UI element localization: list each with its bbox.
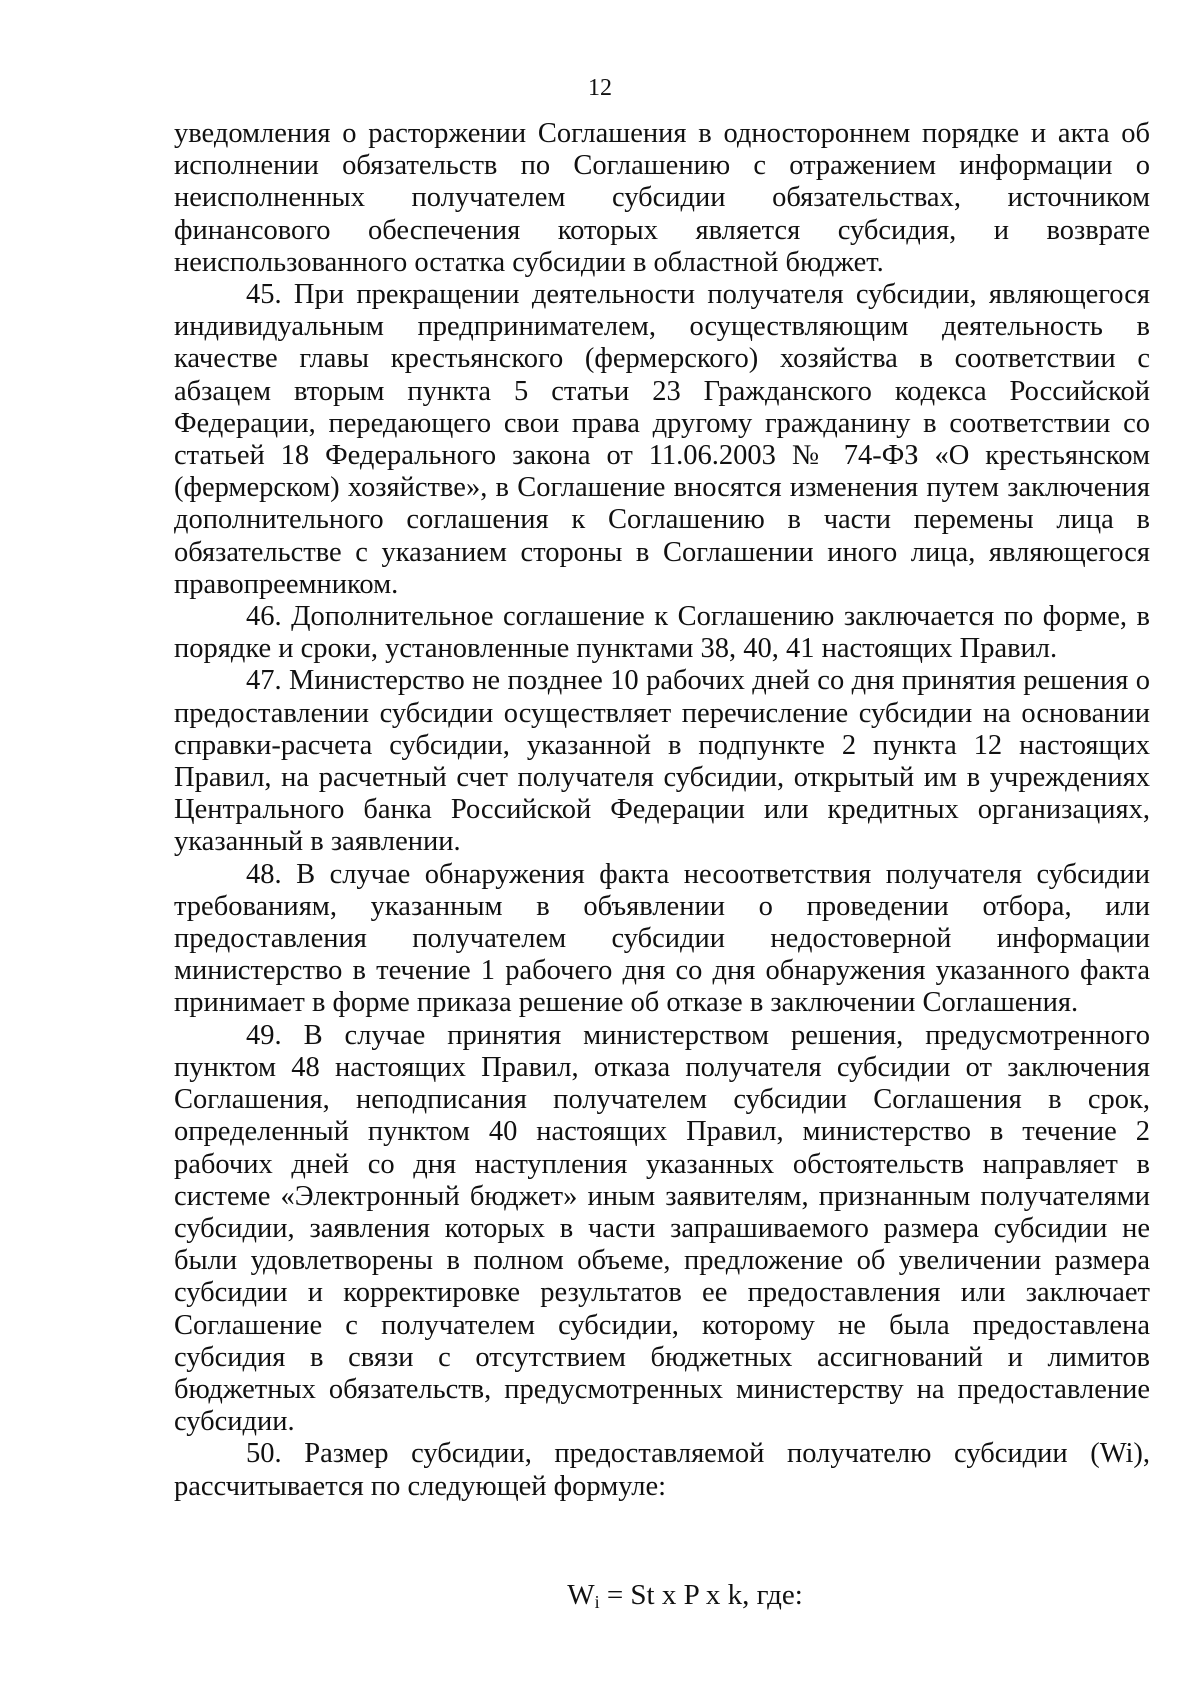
paragraph-49: 49. В случае принятия министерством решения, предусмотренного пунктом 48 настоящих Правил, отказа получателя субсидии от заключения Соглашения, неподписания получателем субсидии Соглашения в срок, определенный пунктом 40 настоящих Правил, министерство в течение 2 рабочих дней со дня наступления указанных обстоятельств направляет в системе «Электронный бюджет» иным заявителям, признанным получателями субсидии, заявления которых в части запрашиваемого размера субсидии не были удовлетворены в полном объеме, предложение об увеличении размера субсидии и корректировке результатов ее предоставления или заключает Соглашение с получателем субсидии, которому не была предоставлена субсидия в связи с отсутствием бюджетных ассигнований и лимитов бюджетных обязательств, предусмотренных министерству на предоставление субсидии. [174,1019,1150,1438]
paragraph-50: 50. Размер субсидии, предоставляемой получателю субсидии (Wi), рассчитывается по следующей формуле: [174,1438,1150,1502]
paragraph-48: 48. В случае обнаружения факта несоответствия получателя субсидии требованиям, указанным в объявлении о проведении отбора, или предоставления получателем субсидии недостоверной информации министерство в течение 1 рабочего дня со дня обнаружения указанного факта принимает в форме приказа решение об отказе в заключении Соглашения. [174,858,1150,1019]
paragraph-continuation: уведомления о расторжении Соглашения в одностороннем порядке и акта об исполнении обязательств по Соглашению с отражением информации о неисполненных получателем субсидии обязательствах, источником финансового обеспечения которых является субсидия, и возврате неиспользованного остатка субсидии в областной бюджет. [174,118,1150,278]
formula-subscript: i [594,1592,600,1612]
paragraph-47: 47. Министерство не позднее 10 рабочих дней со дня принятия решения о предоставлении субсидии осуществляет перечисление субсидии на основании справки-расчета субсидии, указанной в подпункте 2 пункта 12 настоящих Правил, на расчетный счет получателя субсидии, открытый им в учреждениях Центрального банка Российской Федерации или кредитных организациях, указанный в заявлении. [174,665,1150,858]
page-number: 12 [588,75,612,101]
subsidy-formula [0,1578,1200,1619]
paragraph-45: 45. При прекращении деятельности получателя субсидии, являющегося индивидуальным предпринимателем, осуществляющим деятельность в качестве главы крестьянского (фермерского) хозяйства в соответствии с абзацем вторым пункта 5 статьи 23 Гражданского кодекса Российской Федерации, передающего свои права другому гражданину в соответствии со статьей 18 Федерального закона от 11.06.2003 № 74-ФЗ «О крестьянском (фермерском) хозяйстве», в Соглашение вносятся изменения путем заключения дополнительного соглашения к Соглашению в части перемены лица в обязательстве с указанием стороны в Соглашении иного лица, являющегося правопреемником. [174,279,1150,600]
formula-expression: = St x P x k, где: [599,1579,803,1611]
document-body [174,118,1150,1503]
paragraph-46: 46. Дополнительное соглашение к Соглашению заключается по форме, в порядке и сроки, установленные пунктами 38, 40, 41 настоящих Правил. [174,601,1150,665]
formula-symbol: W [567,1579,595,1611]
